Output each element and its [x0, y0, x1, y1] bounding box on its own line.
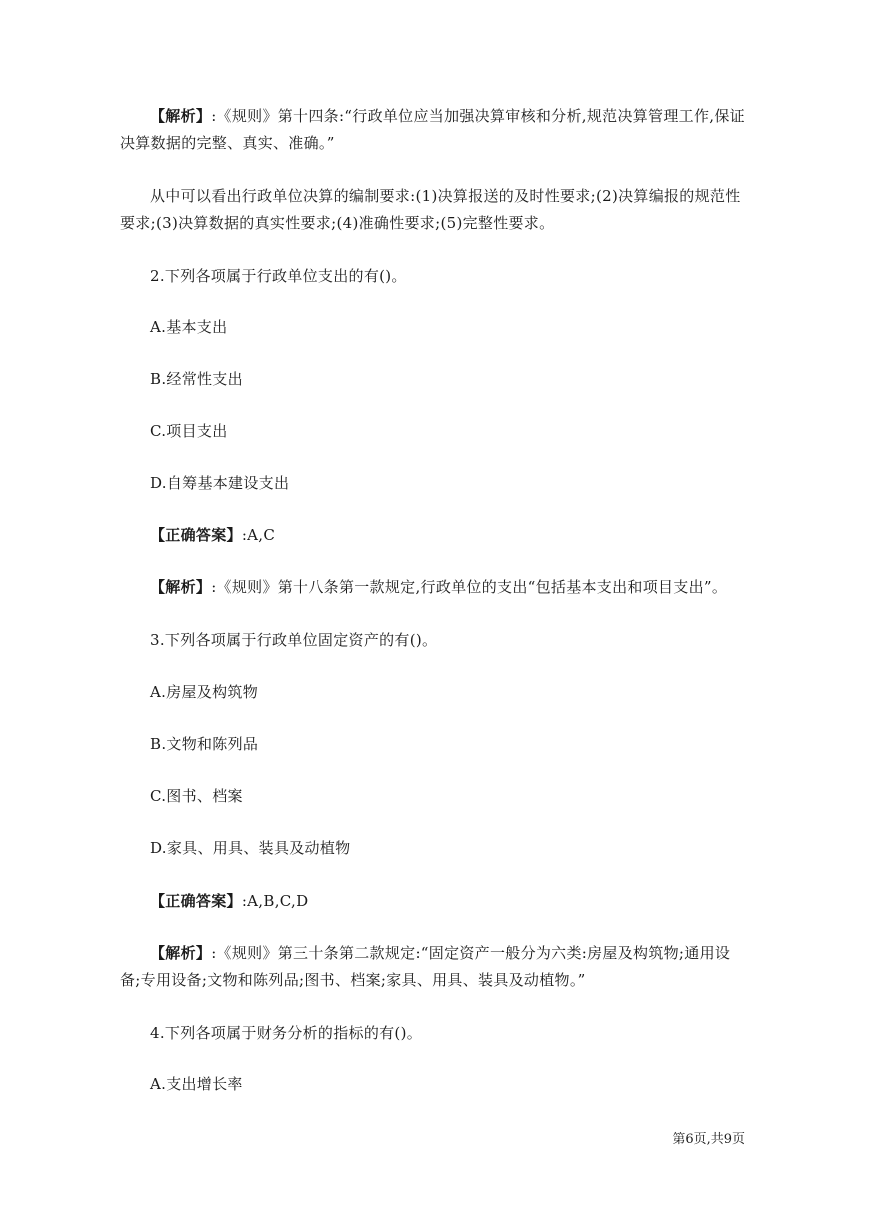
- analysis-label: 【解析】: [150, 578, 212, 596]
- paragraph-analysis-1: 【解析】:《规则》第十四条:“行政单位应当加强决算审核和分析,规范决算管理工作,保证决算数据的完整、真实、准确。”: [120, 107, 745, 152]
- question-4: 4.下列各项属于财务分析的指标的有()。: [150, 1024, 423, 1042]
- paragraph-requirements: 从中可以看出行政单位决算的编制要求:(1)决算报送的及时性要求;(2)决算编报的规范性要求;(3)决算数据的真实性要求;(4)准确性要求;(5)完整性要求。: [120, 187, 741, 232]
- correct-answer: 【正确答案】:A,B,C,D: [150, 892, 309, 910]
- answer-label: 【正确答案】: [150, 892, 242, 910]
- option-a: A.基本支出: [150, 318, 228, 336]
- option-b: B.经常性支出: [150, 370, 243, 388]
- page-footer: 第6页,共9页: [672, 1132, 745, 1147]
- paragraph-analysis-2: 【解析】:《规则》第十八条第一款规定,行政单位的支出“包括基本支出和项目支出”。: [150, 578, 728, 596]
- option-d: D.自筹基本建设支出: [150, 474, 290, 492]
- option-a: A.支出增长率: [150, 1075, 243, 1093]
- option-b: B.文物和陈列品: [150, 735, 259, 753]
- paragraph-analysis-3: 【解析】:《规则》第三十条第二款规定:“固定资产一般分为六类:房屋及构筑物;通用设备;专用设备;文物和陈列品;图书、档案;家具、用具、装具及动植物。”: [120, 944, 731, 989]
- option-c: C.图书、档案: [150, 787, 243, 805]
- analysis-label: 【解析】: [150, 944, 212, 962]
- answer-label: 【正确答案】: [150, 526, 242, 544]
- correct-answer: 【正确答案】:A,C: [150, 526, 276, 544]
- question-2: 2.下列各项属于行政单位支出的有()。: [150, 267, 407, 285]
- question-3: 3.下列各项属于行政单位固定资产的有()。: [150, 631, 438, 649]
- option-a: A.房屋及构筑物: [150, 683, 259, 701]
- option-c: C.项目支出: [150, 422, 228, 440]
- analysis-label: 【解析】: [150, 107, 212, 125]
- option-d: D.家具、用具、装具及动植物: [150, 839, 351, 857]
